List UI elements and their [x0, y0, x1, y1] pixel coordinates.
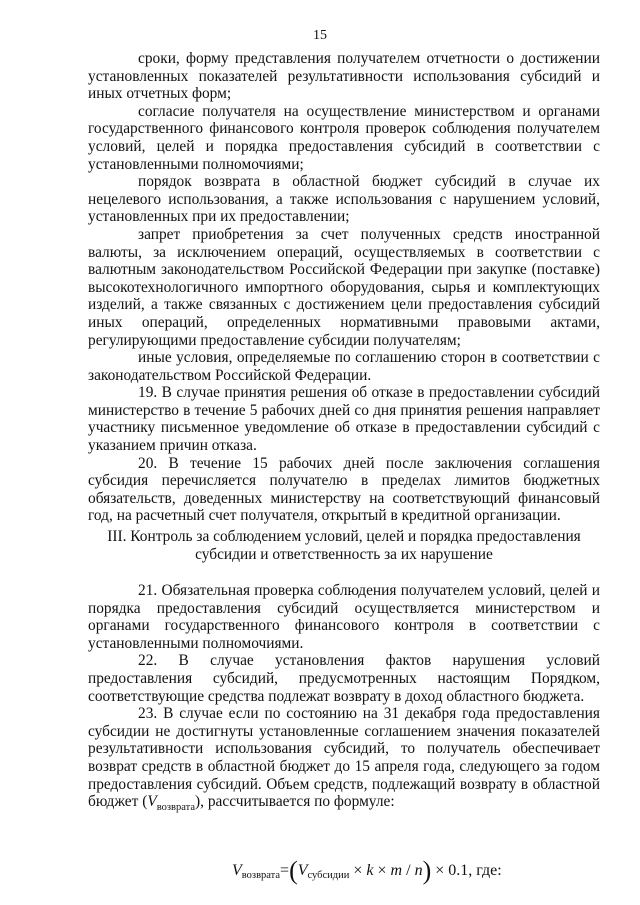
body-text-top [88, 50, 600, 525]
paragraph-23-text-after: ), рассчитывается по формуле: [195, 793, 395, 811]
section-heading-line-1: III. Контроль за соблюдением условий, целей и порядка предоставления [107, 528, 581, 545]
paragraph-currency-ban: запрет приобретения за счет полученных средств иностранной валюты, за исключением операций, осуществляемых в соответствии с валютным законодательством Российской Федерации при закупке (поставке) высокотехнологичного импортного оборудования, сырья и комплектующих изделий, а также связанных с достижением цели предоставления субсидий иных операций, определенных нормативными правовыми актами, регулирующими предоставление субсидии получателям; [88, 225, 600, 349]
paragraph-19: 19. В случае принятия решения об отказе в предоставлении субсидий министерство в течение 5 рабочих дней со дня принятия решения направляет участнику письменное уведомление об отказе в предоставлении субсидий с указанием причин отказа. [88, 384, 600, 455]
paragraph-consent-inspections: согласие получателя на осуществление министерством и органами государственного финансового контроля проверок соблюдения получателем условий, целей и порядка предоставления субсидий в соответствии с установленными полномочиями; [88, 102, 600, 173]
paragraph-23-text-before: 23. В случае если по состоянию на 31 декабря года предоставления субсидии не достигнуты установленные соглашением значения показателей результативности использования субсидий, то получатель обеспечивает возврат средств в областной бюджет до 15 апреля года, следующего за годом предоставления субсидий. Объем средств, подлежащий возврату в областной бюджет ( [88, 705, 600, 811]
formula-k: k [366, 862, 374, 879]
paragraph-20: 20. В течение 15 рабочих дней после заключения соглашения субсидия перечисляется получателю в пределах лимитов бюджетных обязательств, доведенных министерству на соответствующий финансовый год, на расчетный счет получателя, открытый в кредитной организации. [88, 454, 600, 525]
formula-v: V [297, 862, 308, 879]
refund-formula [232, 856, 502, 886]
formula-n: n [414, 862, 423, 879]
formula-v-subscript: субсидии [307, 870, 350, 881]
paragraph-refund-procedure: порядок возврата в областной бюджет субсидий в случае их нецелевого использования, а также использования с нарушением условий, установленных при их предоставлении; [88, 173, 600, 226]
paragraph-23-variable: V [147, 793, 157, 811]
formula-lhs: V [232, 862, 242, 879]
formula-slash: / [402, 862, 415, 879]
paragraph-23-variable-subscript: возврата [156, 802, 196, 814]
formula-tail: × 0.1, [431, 862, 473, 879]
body-text-bottom [88, 582, 600, 817]
page-number: 15 [313, 28, 327, 43]
paragraph-21: 21. Обязательная проверка соблюдения получателем условий, целей и порядка предоставления субсидий осуществляется министерством и органами государственного финансового контроля в соответствии с установленными полномочиями. [88, 582, 600, 652]
paragraph-23 [88, 705, 600, 817]
formula-open-paren: ( [289, 856, 298, 885]
section-heading-line-2: субсидии и ответственность за их нарушение [195, 545, 493, 563]
formula-times-1: × [349, 862, 367, 879]
paragraph-other-conditions: иные условия, определяемые по соглашению сторон в соответствии с законодательством Российской Федерации. [88, 349, 600, 384]
formula-equals: = [280, 862, 290, 879]
formula-close-paren: ) [422, 856, 432, 885]
paragraph-reporting-terms: сроки, форму представления получателем отчетности о достижении установленных показателей результативности использования субсидий и иных отчетных форм; [88, 50, 600, 103]
paragraph-22: 22. В случае установления фактов нарушения условий предоставления субсидий, предусмотренных настоящим Порядком, соответствующие средства подлежат возврату в доход областного бюджета. [88, 652, 600, 705]
formula-times-2: × [373, 862, 391, 879]
formula-lhs-subscript: возврата [241, 870, 281, 881]
formula-where: где: [472, 862, 502, 879]
formula-m: m [390, 862, 403, 879]
section-heading [88, 528, 600, 563]
